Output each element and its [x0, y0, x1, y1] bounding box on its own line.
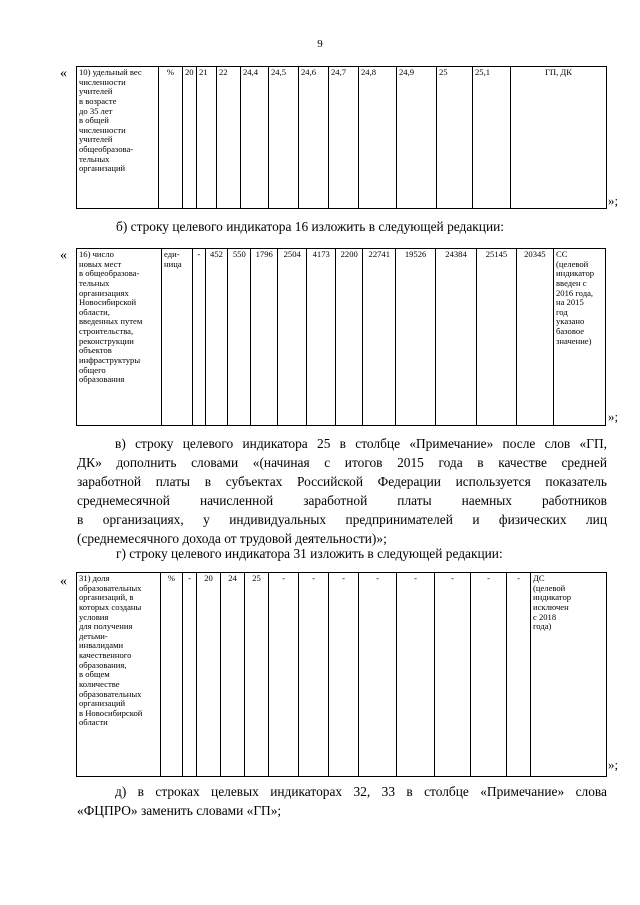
text-line: среднемесячной начисленной заработной платы наемных работников	[77, 493, 607, 508]
value-cell: 25	[245, 573, 269, 777]
open-quote-2: «	[60, 248, 67, 263]
indicator-name: 10) удельный вес численности учителей в возрасте до 35 лет в общей численности учителей общеобразова- тельных организаций	[77, 67, 159, 209]
value-cell: 24384	[435, 249, 476, 426]
instruction-g: г) строку целевого индикатора 31 изложить в следующей редакции:	[116, 546, 503, 561]
value-cell: -	[471, 573, 507, 777]
close-quote-3: »;	[608, 757, 619, 772]
instruction-b: б) строку целевого индикатора 16 изложить в следующей редакции:	[116, 219, 505, 234]
value-cell: 19526	[396, 249, 435, 426]
indicator-table-10	[76, 66, 607, 209]
text-line: заработной платы в субъектах Российской Федерации используется показатель	[77, 474, 607, 489]
text-line: в) строку целевого индикатора 25 в столбце «Примечание» после слов «ГП,	[115, 436, 607, 451]
value-cell: 25,1	[473, 67, 511, 209]
value-cell: 2200	[336, 249, 363, 426]
text-line: в организациях, у индивидуальных предпринимателей и физических лиц	[77, 512, 607, 527]
value-cell: 25145	[477, 249, 516, 426]
open-quote-3: «	[60, 574, 67, 589]
value-cell: 22741	[363, 249, 396, 426]
value-cell: -	[329, 573, 359, 777]
close-quote-2: »;	[608, 409, 619, 424]
value-cell: -	[183, 573, 197, 777]
indicator-name: 31) доля образовательных организаций, в которых созданы условия для получения детьми- инвалидами качественного образования, в общем количестве образовательных организаций в Новосибирской области	[77, 573, 161, 777]
value-cell: 24,4	[241, 67, 269, 209]
value-cell: -	[397, 573, 435, 777]
text-line: (среднемесячного дохода от трудовой деятельности)»;	[77, 531, 387, 546]
indicator-name: 16) число новых мест в общеобразова- тельных организациях Новосибирской области, введенных путем строительства, реконструкции объектов инфраструктуры общего образования	[77, 249, 162, 426]
instruction-d	[77, 782, 607, 820]
value-cell: 1796	[251, 249, 278, 426]
indicator-note: ГП, ДК	[511, 67, 607, 209]
text-line: «ФЦПРО» заменить словами «ГП»;	[77, 803, 282, 818]
indicator-unit: %	[159, 67, 183, 209]
value-cell: -	[193, 249, 205, 426]
table-row	[77, 67, 607, 209]
value-cell: 22	[217, 67, 241, 209]
value-cell: 20345	[516, 249, 553, 426]
text-line: ДК» дополнить словами «(начиная с итогов 2015 года в качестве средней	[77, 455, 607, 470]
indicator-unit: %	[161, 573, 183, 777]
value-cell: 2504	[278, 249, 307, 426]
value-cell: -	[269, 573, 299, 777]
indicator-note: СС (целевой индикатор введен с 2016 года, на 2015 год указано базовое значение)	[554, 249, 606, 426]
close-quote-1: »;	[608, 193, 619, 208]
value-cell: -	[435, 573, 471, 777]
value-cell: 21	[197, 67, 217, 209]
value-cell: 20	[197, 573, 221, 777]
instruction-v	[77, 434, 607, 548]
value-cell: 25	[437, 67, 473, 209]
table-row	[77, 573, 607, 777]
value-cell: 24,9	[397, 67, 437, 209]
value-cell: 550	[228, 249, 251, 426]
value-cell: 24,5	[269, 67, 299, 209]
indicator-table-16	[76, 248, 606, 426]
value-cell: 452	[205, 249, 228, 426]
value-cell: -	[507, 573, 531, 777]
open-quote-1: «	[60, 66, 67, 81]
text-line: д) в строках целевых индикаторах 32, 33 в столбце «Примечание» слова	[115, 784, 607, 799]
indicator-unit: еди- ница	[162, 249, 193, 426]
value-cell: -	[359, 573, 397, 777]
page-number: 9	[317, 38, 323, 50]
value-cell: 24,6	[299, 67, 329, 209]
indicator-table-31	[76, 572, 607, 777]
value-cell: 20	[183, 67, 197, 209]
table-row	[77, 249, 606, 426]
value-cell: 24	[221, 573, 245, 777]
value-cell: -	[299, 573, 329, 777]
value-cell: 4173	[307, 249, 336, 426]
indicator-note: ДС (целевой индикатор исключен с 2018 года)	[531, 573, 607, 777]
value-cell: 24,8	[359, 67, 397, 209]
value-cell: 24,7	[329, 67, 359, 209]
